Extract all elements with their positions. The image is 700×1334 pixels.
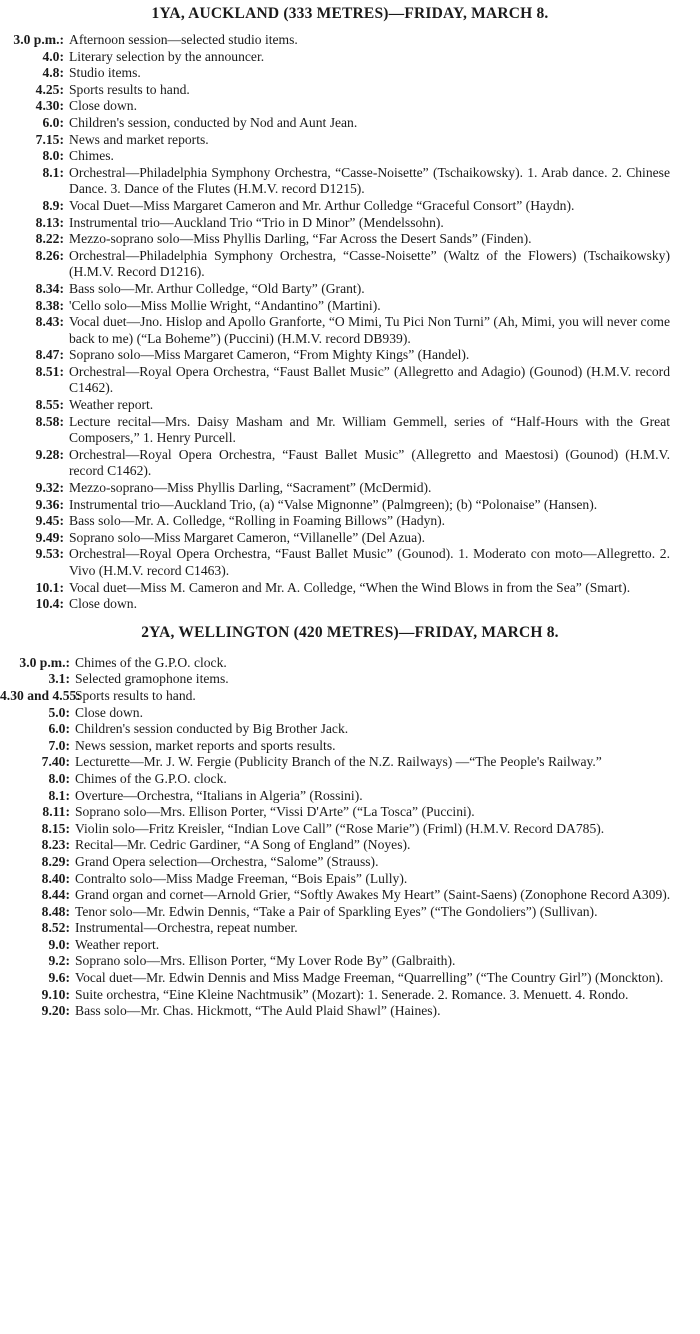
entry-time: 9.53: (35, 546, 64, 562)
entry-time: 8.13: (35, 214, 64, 230)
entry-time: 7.0: (48, 737, 70, 753)
programme-entry (0, 148, 682, 165)
entry-time: 10.4: (35, 596, 64, 612)
entry-description: Close down. (69, 98, 137, 114)
entry-time: 8.43: (35, 314, 64, 330)
programme-entry (0, 513, 682, 530)
entry-description: Bass solo—Mr. Chas. Hickmott, “The Auld Plaid Shawl” (Haines). (75, 1003, 441, 1019)
entry-time: 9.45: (35, 513, 64, 529)
entry-time: 9.2: (48, 953, 70, 969)
entry-description: Orchestral—Philadelphia Symphony Orchestra, “Casse-Noisette” (Waltz of the Flowers) (Tschaikowsky) (H.M.V. Record D1216). (69, 247, 670, 280)
entry-description: Instrumental—Orchestra, repeat number. (75, 920, 298, 936)
section-heading-1ya: 1YA, AUCKLAND (333 METRES)—FRIDAY, MARCH 8. (151, 5, 549, 22)
entry-time: 8.0: (42, 148, 64, 164)
entry-description: Afternoon session—selected studio items. (69, 32, 298, 47)
entry-description: Soprano solo—Mrs. Ellison Porter, “Vissi D'Arte” (“La Tosca” (Puccini). (75, 804, 475, 820)
entry-time: 7.15: (35, 131, 64, 147)
programme-entry (0, 49, 682, 66)
entry-time: 6.0: (48, 721, 70, 737)
programme-entry (0, 580, 682, 597)
entry-time: 4.0: (42, 48, 64, 64)
programme-entry (0, 705, 684, 722)
programme-entry (0, 937, 684, 954)
programme-entry (0, 721, 684, 738)
entry-description: Vocal Duet—Miss Margaret Cameron and Mr. Arthur Colledge “Graceful Consort” (Haydn). (69, 197, 575, 213)
programme-entry (0, 32, 682, 49)
entry-time: 10.1: (35, 579, 64, 595)
entry-time: 8.0: (48, 770, 70, 786)
programme-entry (0, 165, 682, 198)
entry-description: Contralto solo—Miss Madge Freeman, “Bois Epais” (Lully). (75, 870, 408, 886)
section-heading-2ya: 2YA, WELLINGTON (420 METRES)—FRIDAY, MARCH 8. (141, 623, 559, 641)
entry-time: 8.52: (41, 920, 70, 936)
programme-list-2ya (0, 655, 700, 1020)
programme-entry (0, 655, 684, 672)
programme-entry (0, 904, 684, 921)
programme-entry (0, 281, 682, 298)
entry-time: 8.11: (42, 804, 70, 820)
entry-description: Recital—Mr. Cedric Gardiner, “A Song of England” (Noyes). (75, 837, 411, 853)
entry-time: 8.26: (35, 247, 64, 263)
programme-entry (0, 987, 684, 1004)
entry-time: 3.0 p.m.: (19, 654, 70, 670)
entry-description: Mezzo-soprano—Miss Phyllis Darling, “Sacrament” (McDermid). (69, 480, 432, 496)
entry-description: Close down. (75, 704, 143, 720)
entry-description: Vocal duet—Jno. Hislop and Apollo Granforte, “O Mimi, Tu Pici Non Turni” (Ah, Mimi, you will never come back to me) (“La Boheme”) (Puccini) (H.M.V. record DB939). (69, 314, 670, 346)
entry-time: 8.58: (35, 413, 64, 429)
entry-description: Chimes of the G.P.O. clock. (75, 654, 227, 670)
entry-time: 4.30 and 4.55: (0, 687, 81, 703)
entry-time: 3.0 p.m.: (13, 32, 64, 47)
programme-entry (0, 364, 682, 397)
entry-description: Orchestral—Royal Opera Orchestra, “Faust Ballet Music” (Allegretto and Maestosi) (Gounod) (H.M.V. record C1462). (69, 446, 670, 479)
entry-time: 8.38: (35, 297, 64, 313)
entry-description: Orchestral—Royal Opera Orchestra, “Faust Ballet Music” (Gounod). 1. Moderato con moto—Allegretto. 2. Vivo (H.M.V. record C1463). (69, 546, 670, 578)
entry-time: 9.28: (35, 446, 64, 462)
entry-time: 4.30: (35, 98, 64, 114)
entry-time: 7.40: (41, 754, 70, 770)
programme-entry (0, 854, 684, 871)
entry-description: Selected gramophone items. (75, 671, 229, 687)
entry-description: Lecture recital—Mrs. Daisy Masham and Mr. William Gemmell, series of “Half-Hours with the Great Composers,” 1. Henry Purcell. (69, 413, 670, 446)
entry-time: 9.20: (41, 1003, 70, 1019)
programme-entry (0, 447, 682, 480)
entry-time: 4.8: (42, 65, 64, 81)
entry-description: News and market reports. (69, 131, 209, 147)
entry-description: Orchestral—Royal Opera Orchestra, “Faust Ballet Music” (Allegretto and Adagio) (Gounod) (H.M.V. record C1462). (69, 363, 670, 396)
programme-entry (0, 414, 682, 447)
entry-description: Soprano solo—Miss Margaret Cameron, “Villanelle” (Del Azua). (69, 529, 426, 545)
entry-time: 8.9: (42, 197, 64, 213)
programme-entry (0, 920, 684, 937)
entry-time: 8.15: (41, 820, 70, 836)
entry-time: 8.51: (35, 363, 64, 379)
entry-time: 4.25: (35, 81, 64, 97)
programme-entry (0, 497, 682, 514)
entry-description: Tenor solo—Mr. Edwin Dennis, “Take a Pair of Sparkling Eyes” (“The Gondoliers”) (Sullivan). (75, 903, 598, 919)
entry-description: Soprano solo—Mrs. Ellison Porter, “My Lover Rode By” (Galbraith). (75, 953, 456, 969)
entry-time: 8.55: (35, 397, 64, 413)
programme-entry (0, 887, 684, 904)
entry-description: Sports results to hand. (75, 687, 196, 703)
entry-time: 8.22: (35, 231, 64, 247)
entry-time: 6.0: (42, 114, 64, 130)
programme-entry (0, 837, 684, 854)
entry-time: 8.40: (41, 870, 70, 886)
entry-description: Literary selection by the announcer. (69, 48, 265, 64)
entry-time: 8.34: (35, 280, 64, 296)
entry-time: 9.49: (35, 529, 64, 545)
entry-description: Violin solo—Fritz Kreisler, “Indian Love Call” (“Rose Marie”) (Friml) (H.M.V. Record DA785). (75, 820, 605, 836)
entry-description: Children's session conducted by Big Brother Jack. (75, 721, 349, 737)
entry-description: Lecturette—Mr. J. W. Fergie (Publicity Branch of the N.Z. Railways) —“The People's Railway.” (75, 754, 602, 770)
entry-description: Vocal duet—Mr. Edwin Dennis and Miss Madge Freeman, “Quarrelling” (“The Country Girl”) (Monckton). (75, 970, 664, 986)
entry-description: Vocal duet—Miss M. Cameron and Mr. A. Colledge, “When the Wind Blows in from the Sea” (Smart). (69, 579, 631, 595)
programme-entry (0, 82, 682, 99)
entry-description: Weather report. (75, 936, 160, 952)
entry-time: 9.32: (35, 480, 64, 496)
programme-entry (0, 738, 684, 755)
entry-description: Overture—Orchestra, “Italians in Algeria” (Rossini). (75, 787, 363, 803)
entry-time: 9.6: (48, 970, 70, 986)
programme-entry (0, 397, 682, 414)
entry-description: Bass solo—Mr. A. Colledge, “Rolling in Foaming Billows” (Hadyn). (69, 513, 446, 529)
entry-description: Studio items. (69, 65, 141, 81)
entry-description: Grand Opera selection—Orchestra, “Salome” (Strauss). (75, 853, 379, 869)
entry-time: 8.48: (41, 903, 70, 919)
entry-description: Suite orchestra, “Eine Kleine Nachtmusik” (Mozart): 1. Senerade. 2. Romance. 3. Menuett. 4. Rondo. (75, 986, 629, 1002)
entry-description: Grand organ and cornet—Arnold Grier, “Softly Awakes My Heart” (Saint-Saens) (Zonophone Record A309). (75, 887, 671, 903)
programme-entry (0, 788, 684, 805)
programme-entry (0, 347, 682, 364)
entry-time: 8.1: (48, 787, 70, 803)
entry-description: Chimes of the G.P.O. clock. (75, 770, 227, 786)
entry-time: 8.29: (41, 853, 70, 869)
entry-description: Weather report. (69, 397, 154, 413)
programme-entry (0, 871, 684, 888)
entry-description: Orchestral—Philadelphia Symphony Orchestra, “Casse-Noisette” (Tschaikowsky). 1. Arab dance. 2. Chinese Dance. 3. Dance of the Flutes (H.M.V. record D1215). (69, 164, 670, 197)
programme-entry (0, 804, 684, 821)
programme-list-1ya (0, 32, 700, 613)
entry-description: Instrumental trio—Auckland Trio “Trio in D Minor” (Mendelssohn). (69, 214, 444, 230)
entry-time: 8.44: (41, 887, 70, 903)
programme-entry (0, 596, 682, 613)
programme-entry (0, 198, 682, 215)
programme-entry (0, 215, 682, 232)
entry-time: 9.36: (35, 496, 64, 512)
entry-description: Close down. (69, 596, 137, 612)
programme-entry (0, 953, 684, 970)
entry-time: 8.23: (41, 837, 70, 853)
programme-entry (0, 65, 682, 82)
programme-entry (0, 671, 684, 688)
programme-entry (0, 530, 682, 547)
entry-description: Bass solo—Mr. Arthur Colledge, “Old Barty” (Grant). (69, 280, 365, 296)
programme-entry (0, 970, 684, 987)
programme-entry (0, 771, 684, 788)
programme-entry (0, 231, 682, 248)
programme-entry (0, 115, 682, 132)
entry-time: 9.10: (41, 986, 70, 1002)
entry-time: 8.1: (42, 164, 64, 180)
entry-description: Mezzo-soprano solo—Miss Phyllis Darling, “Far Across the Desert Sands” (Finden). (69, 231, 532, 247)
entry-time: 5.0: (48, 704, 70, 720)
entry-description: Soprano solo—Miss Margaret Cameron, “From Mighty Kings” (Handel). (69, 347, 470, 363)
entry-time: 9.0: (48, 936, 70, 952)
programme-entry (0, 821, 684, 838)
entry-time: 8.47: (35, 347, 64, 363)
programme-entry (0, 546, 682, 579)
entry-time: 3.1: (48, 671, 70, 687)
entry-description: Children's session, conducted by Nod and Aunt Jean. (69, 114, 358, 130)
programme-entry (0, 1003, 684, 1020)
programme-entry (0, 688, 684, 705)
programme-entry (0, 314, 682, 347)
entry-description: 'Cello solo—Miss Mollie Wright, “Andantino” (Martini). (69, 297, 381, 313)
entry-description: Chimes. (69, 148, 114, 164)
programme-entry (0, 298, 682, 315)
programme-entry (0, 754, 684, 771)
programme-entry (0, 480, 682, 497)
entry-description: Sports results to hand. (69, 81, 190, 97)
programme-entry (0, 132, 682, 149)
entry-description: News session, market reports and sports results. (75, 737, 336, 753)
programme-entry (0, 98, 682, 115)
programme-entry (0, 248, 682, 281)
entry-description: Instrumental trio—Auckland Trio, (a) “Valse Mignonne” (Palmgreen); (b) “Polonaise” (Hansen). (69, 496, 598, 512)
